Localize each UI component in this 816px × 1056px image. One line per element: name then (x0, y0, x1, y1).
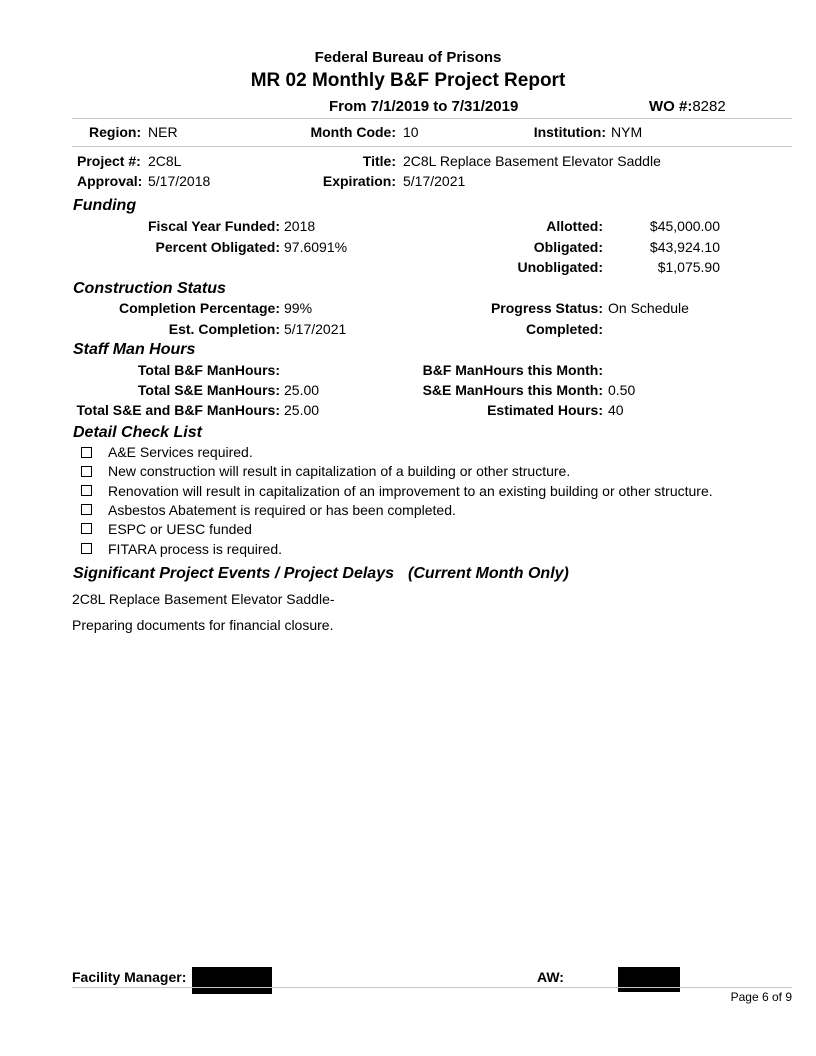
estimated-label: Estimated Hours: (487, 402, 603, 418)
estimated-value: 40 (608, 402, 624, 418)
agency-name: Federal Bureau of Prisons (314, 49, 502, 66)
events-heading-note: (Current Month Only) (408, 565, 569, 582)
pct-obligated-value: 97.6091% (284, 239, 348, 255)
expiration-value: 5/17/2021 (403, 173, 466, 189)
funding-heading: Funding (73, 197, 137, 214)
month-code-value: 10 (403, 124, 419, 140)
events-line-2: Preparing documents for financial closure. (72, 617, 334, 633)
checklist-item-label: Asbestos Abatement is required or has been completed. (108, 502, 456, 518)
title-label: Title: (362, 153, 396, 169)
checkbox-fitara[interactable] (81, 543, 92, 554)
progress-status-value: On Schedule (608, 300, 689, 316)
page-number: Page 6 of 9 (730, 990, 792, 1004)
completion-pct-value: 99% (284, 300, 313, 316)
pct-obligated-label: Percent Obligated: (155, 239, 280, 255)
progress-status-label: Progress Status: (490, 300, 603, 316)
se-month-label: S&E ManHours this Month: (422, 382, 603, 398)
checkbox-espc-uesc[interactable] (81, 523, 92, 534)
est-completion-value: 5/17/2021 (284, 321, 347, 337)
checkbox-new-construction[interactable] (81, 466, 92, 477)
divider (72, 118, 792, 119)
approval-label: Approval: (77, 173, 143, 189)
region-value: NER (148, 124, 178, 140)
report-title: MR 02 Monthly B&F Project Report (250, 70, 566, 91)
checklist-item-label: FITARA process is required. (108, 541, 283, 557)
checkbox-renovation[interactable] (81, 485, 92, 496)
expiration-label: Expiration: (322, 173, 396, 189)
checkbox-asbestos[interactable] (81, 504, 92, 515)
checkbox-ae-services[interactable] (81, 447, 92, 458)
month-code-label: Month Code: (310, 124, 396, 140)
institution-label: Institution: (533, 124, 606, 140)
redacted-signature (192, 967, 272, 994)
facility-manager-label: Facility Manager: (72, 969, 187, 985)
obligated-label: Obligated: (533, 239, 603, 255)
staff-heading: Staff Man Hours (73, 341, 196, 358)
completed-label: Completed: (526, 321, 603, 337)
fy-funded-label: Fiscal Year Funded: (147, 218, 280, 234)
report-period: From 7/1/2019 to 7/31/2019 (329, 98, 519, 115)
approval-value: 5/17/2018 (148, 173, 211, 189)
construction-heading: Construction Status (73, 280, 226, 297)
title-value: 2C8L Replace Basement Elevator Saddle (403, 153, 661, 169)
footer-divider (72, 987, 792, 988)
fy-funded-value: 2018 (284, 218, 316, 234)
total-both-value: 25.00 (284, 402, 320, 418)
bf-month-label: B&F ManHours this Month: (422, 362, 603, 378)
checklist-item-label: A&E Services required. (108, 444, 253, 460)
events-heading (73, 565, 569, 583)
checklist-item-label: New construction will result in capitalization of a building or other structure. (108, 463, 571, 479)
wo-value: 8282 (692, 98, 726, 115)
obligated-value: $43,924.10 (649, 239, 720, 255)
unobligated-value: $1,075.90 (657, 259, 720, 275)
unobligated-label: Unobligated: (517, 259, 603, 275)
total-bf-label: Total B&F ManHours: (137, 362, 280, 378)
checklist-item-label: ESPC or UESC funded (108, 521, 252, 537)
events-line-1: 2C8L Replace Basement Elevator Saddle- (72, 591, 335, 607)
total-both-label: Total S&E and B&F ManHours: (76, 402, 280, 418)
total-se-label: Total S&E ManHours: (137, 382, 280, 398)
institution-value: NYM (611, 124, 643, 140)
divider (72, 146, 792, 147)
est-completion-label: Est. Completion: (168, 321, 280, 337)
se-month-value: 0.50 (608, 382, 636, 398)
events-heading-text: Significant Project Events / Project Delays (73, 565, 394, 582)
wo-label: WO #: (649, 98, 693, 115)
completion-pct-label: Completion Percentage: (118, 300, 280, 316)
aw-label: AW: (537, 969, 564, 985)
project-label: Project #: (77, 153, 141, 169)
checklist-heading: Detail Check List (73, 424, 202, 441)
redacted-signature (618, 967, 680, 992)
region-label: Region: (89, 124, 142, 140)
project-value: 2C8L (148, 153, 182, 169)
total-se-value: 25.00 (284, 382, 320, 398)
allotted-label: Allotted: (546, 218, 603, 234)
allotted-value: $45,000.00 (649, 218, 720, 234)
checklist-item-label: Renovation will result in capitalization of an improvement to an existing building or other structure. (108, 483, 713, 499)
wo-number (649, 98, 726, 115)
